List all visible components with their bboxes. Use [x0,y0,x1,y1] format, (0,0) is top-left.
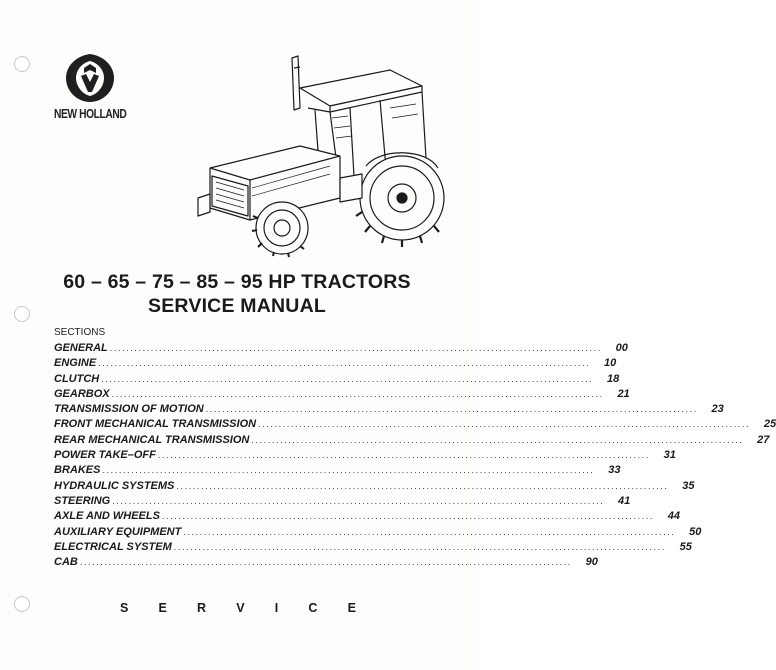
toc-entry-label: STEERING [54,494,111,507]
toc-entry-page: 25 [763,418,776,431]
toc-entry-page: 10 [604,357,617,370]
service-footer-letter: E [158,601,167,615]
toc-entry-label: AXLE AND WHEELS [54,510,160,523]
toc-entry-page: 31 [663,449,676,462]
toc-entry-page: 50 [689,525,702,538]
toc-entry [54,463,621,478]
toc-entry [54,417,776,432]
service-footer-letter: I [274,601,279,615]
toc-leader-dots: ........................................................................................................................ [258,419,751,430]
toc-entry-label: POWER TAKE–OFF [54,449,156,462]
toc-entry-page: 18 [607,372,620,385]
punch-hole-top [14,56,30,72]
toc-leader-dots: ........................................................................................................................ [157,450,650,461]
toc-entry [54,540,692,555]
toc-entry [54,433,770,448]
toc-entry-label: CLUTCH [54,372,100,385]
toc-entry-label: GENERAL [54,342,108,354]
service-footer-letter: C [308,601,318,615]
toc-entry-label: REAR MECHANICAL TRANSMISSION [54,433,250,446]
table-of-contents [54,341,776,570]
service-footer-letter: S [120,601,129,615]
toc-entry-label: FRONT MECHANICAL TRANSMISSION [54,418,257,431]
sections-heading: SECTIONS [54,327,106,338]
toc-entry-label: ELECTRICAL SYSTEM [54,540,172,553]
toc-entry-label: CAB [54,556,78,569]
toc-leader-dots: ........................................................................................................................ [183,526,676,537]
toc-leader-dots: ........................................................................................................................ [161,511,654,522]
toc-entry [54,402,724,417]
toc-entry [54,341,628,356]
toc-entry-page: 41 [618,494,631,507]
toc-leader-dots: ........................................................................................................................ [205,404,698,415]
toc-leader-dots: ........................................................................................................................ [173,541,666,552]
toc-entry [54,387,630,402]
toc-entry-page: 55 [679,540,692,553]
toc-entry-label: BRAKES [54,464,101,477]
toc-entry-page: 23 [711,403,724,416]
toc-entry-page: 44 [667,510,680,523]
toc-entry-label: ENGINE [54,357,97,370]
toc-leader-dots: ........................................................................................................................ [251,434,744,445]
toc-entry [54,494,631,509]
toc-entry-label: TRANSMISSION OF MOTION [54,403,204,416]
toc-leader-dots: ........................................................................................................................ [112,495,605,506]
toc-entry-page: 33 [608,464,621,477]
toc-entry [54,448,676,463]
toc-entry-label: AUXILIARY EQUIPMENT [54,525,182,538]
toc-entry-label: HYDRAULIC SYSTEMS [54,479,175,492]
toc-entry [54,356,617,371]
toc-leader-dots: ........................................................................................................................ [109,343,602,353]
toc-leader-dots: ........................................................................................................................ [102,465,595,476]
service-footer [0,601,474,615]
service-footer-letter: R [197,601,207,615]
toc-entry-page: 21 [617,387,630,400]
toc-entry-page: 27 [757,433,770,446]
toc-entry [54,525,702,540]
toc-entry [54,509,680,524]
toc-leader-dots: ........................................................................................................................ [79,557,572,568]
service-footer-letter: V [236,601,245,615]
toc-leader-dots: ........................................................................................................................ [98,358,591,369]
toc-entry [54,555,598,570]
toc-entry [54,479,695,494]
brand-logo [52,52,142,104]
toc-leader-dots: ........................................................................................................................ [111,388,604,399]
toc-entry-label: GEARBOX [54,387,110,400]
tractor-icon [190,48,440,258]
toc-entry-page: 00 [615,342,628,354]
manual-model-title: 60 – 65 – 75 – 85 – 95 HP TRACTORS [63,271,411,293]
toc-entry-page: 35 [682,479,695,492]
service-footer-letter: E [347,601,356,615]
manual-title: SERVICE MANUAL [148,295,326,317]
toc-leader-dots: ........................................................................................................................ [101,373,594,384]
new-holland-leaf-logo-icon [64,52,116,104]
toc-leader-dots: ........................................................................................................................ [176,480,669,491]
toc-entry-page: 90 [585,556,598,569]
brand-name: NEW HOLLAND [54,107,127,121]
toc-entry [54,372,620,387]
